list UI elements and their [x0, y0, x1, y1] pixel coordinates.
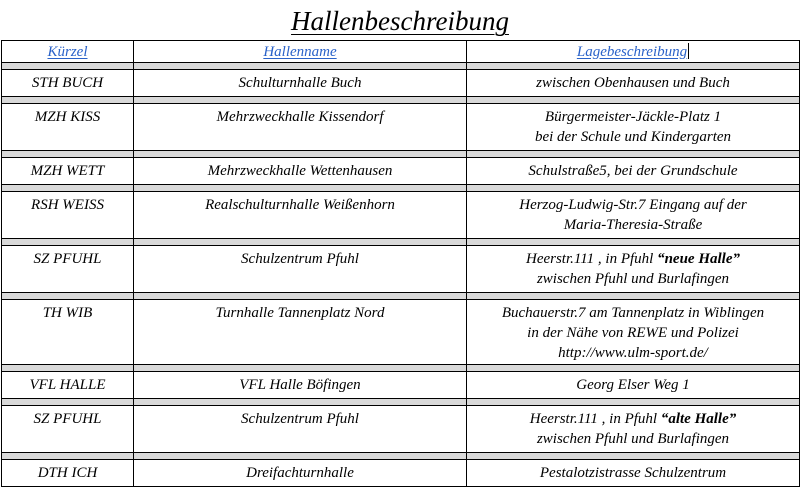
table-row — [2, 158, 800, 185]
table-row — [2, 372, 800, 399]
cell-hallenname — [134, 192, 467, 239]
lage-link[interactable]: http://www.ulm-sport.de/ — [558, 345, 708, 361]
hallenname-text: Schulzentrum Pfuhl — [241, 251, 359, 267]
kuerzel-text: VFL HALLE — [29, 377, 106, 393]
cell-lage — [467, 192, 800, 239]
lage-line: Bürgermeister-Jäckle-Platz 1 — [544, 109, 722, 125]
hallenname-text: Schulzentrum Pfuhl — [241, 411, 359, 427]
cell-lage — [467, 406, 800, 453]
spacer-row — [2, 365, 800, 372]
cell-kuerzel — [2, 246, 134, 293]
cell-kuerzel — [2, 158, 134, 185]
lage-hall-note: “alte Halle” — [660, 411, 737, 427]
cell-kuerzel — [2, 104, 134, 151]
table-row — [2, 70, 800, 97]
cell-kuerzel — [2, 300, 134, 365]
cell-lage — [467, 158, 800, 185]
cell-lage — [467, 300, 800, 365]
cell-hallenname — [134, 70, 467, 97]
kuerzel-text: TH WIB — [42, 305, 93, 321]
spacer-row — [2, 185, 800, 192]
hallenname-text: Dreifachturnhalle — [246, 465, 354, 481]
lage-line — [471, 249, 795, 269]
column-header-lagebeschreibung-label: Lagebeschreibung — [576, 43, 688, 60]
kuerzel-text: STH BUCH — [31, 75, 104, 91]
cell-kuerzel — [2, 406, 134, 453]
cell-hallenname — [134, 460, 467, 487]
lage-line: zwischen Obenhausen und Buch — [536, 75, 730, 91]
halls-table — [1, 40, 800, 487]
spacer-row — [2, 239, 800, 246]
hallenname-text: Realschulturnhalle Weißenhorn — [205, 197, 395, 213]
text-cursor — [688, 43, 689, 59]
table-row — [2, 300, 800, 365]
cell-lage — [467, 104, 800, 151]
column-header-lagebeschreibung[interactable] — [467, 41, 800, 63]
cell-kuerzel — [2, 372, 134, 399]
lage-line: in der Nähe von REWE und Polizei — [527, 325, 739, 341]
lage-line: Georg Elser Weg 1 — [576, 377, 690, 393]
cell-kuerzel — [2, 70, 134, 97]
cell-kuerzel — [2, 460, 134, 487]
spacer-row — [2, 63, 800, 70]
cell-hallenname — [134, 406, 467, 453]
kuerzel-text: MZH KISS — [34, 109, 101, 125]
lage-line: Schulstraße5, bei der Grundschule — [528, 163, 738, 179]
lage-line: Buchauerstr.7 am Tannenplatz in Wiblingen — [501, 305, 765, 321]
hallenname-text: Mehrzweckhalle Wettenhausen — [207, 163, 393, 179]
header-row — [2, 41, 800, 63]
table-row — [2, 406, 800, 453]
lage-address: Heerstr.111 , in Pfuhl — [529, 411, 661, 427]
lage-line: zwischen Pfuhl und Burlafingen — [536, 271, 730, 287]
cell-hallenname — [134, 372, 467, 399]
hallenname-text: VFL Halle Böfingen — [239, 377, 361, 393]
spacer-row — [2, 151, 800, 158]
lage-line: Maria-Theresia-Straße — [563, 217, 703, 233]
lage-line: bei der Schule und Kindergarten — [534, 129, 732, 145]
cell-lage — [467, 246, 800, 293]
table-row — [2, 192, 800, 239]
kuerzel-text: SZ PFUHL — [33, 411, 102, 427]
hallenname-text: Schulturnhalle Buch — [238, 75, 362, 91]
cell-kuerzel — [2, 192, 134, 239]
kuerzel-text: RSH WEISS — [31, 197, 104, 213]
hallenname-text: Turnhalle Tannenplatz Nord — [215, 305, 385, 321]
table-row — [2, 246, 800, 293]
cell-hallenname — [134, 300, 467, 365]
hallenname-text: Mehrzweckhalle Kissendorf — [216, 109, 384, 125]
kuerzel-text: SZ PFUHL — [33, 251, 102, 267]
column-header-hallenname[interactable]: Hallenname — [134, 41, 467, 63]
lage-hall-note: “neue Halle” — [657, 251, 741, 267]
spacer-row — [2, 97, 800, 104]
cell-lage — [467, 70, 800, 97]
table-row — [2, 104, 800, 151]
cell-lage — [467, 372, 800, 399]
kuerzel-text: DTH ICH — [37, 465, 98, 481]
lage-line: Herzog-Ludwig-Str.7 Eingang auf der — [519, 197, 747, 213]
spacer-row — [2, 453, 800, 460]
cell-hallenname — [134, 104, 467, 151]
spacer-row — [2, 293, 800, 300]
cell-hallenname — [134, 158, 467, 185]
lage-address: Heerstr.111 , in Pfuhl — [525, 251, 658, 267]
lage-line: zwischen Pfuhl und Burlafingen — [536, 431, 730, 447]
lage-line — [471, 409, 795, 429]
kuerzel-text: MZH WETT — [30, 163, 105, 179]
spacer-row — [2, 399, 800, 406]
table-row — [2, 460, 800, 487]
cell-hallenname — [134, 246, 467, 293]
document-title: Hallenbeschreibung — [291, 6, 509, 36]
column-header-kuerzel[interactable]: Kürzel — [2, 41, 134, 63]
cell-lage — [467, 460, 800, 487]
lage-line: Pestalotzistrasse Schulzentrum — [539, 465, 727, 481]
